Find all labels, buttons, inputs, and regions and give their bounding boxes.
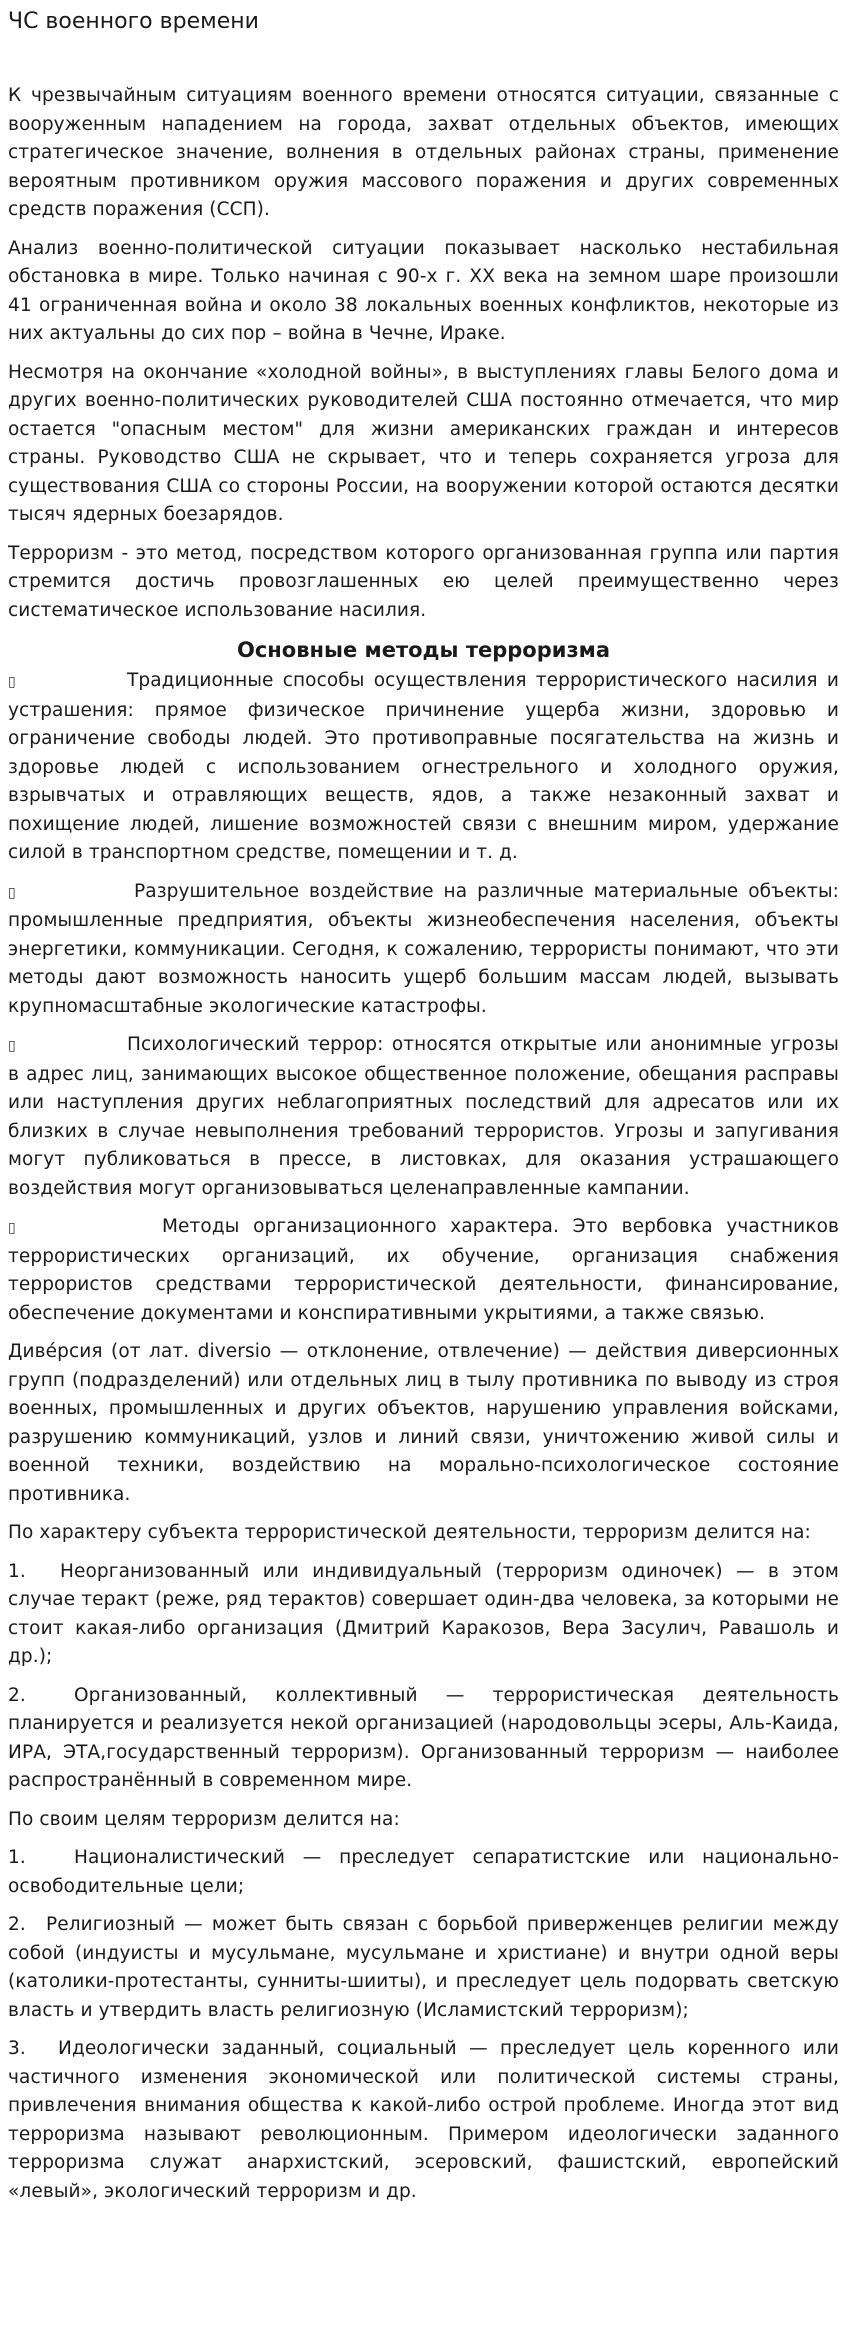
bullet-icon: ▯ [8,674,16,690]
list-number: 2. [8,1684,26,1706]
list-item-text: Религиозный — может быть связан с борьбой приверженцев религии между собой (индуисты и мусульмане, мусульмане и христиане) и внутри одной веры (католики-протестанты, сунниты-шииты), и преследует цель подорвать светскую власть и утвердить власть религиозную (Исламистский терроризм); [8,1914,839,2021]
by-goal-item-2 [8,1911,839,2025]
list-item-text: Организованный, коллективный — террористическая деятельность планируется и реализуется некой организацией (народовольцы эсеры, Аль-Каида, ИРА, ЭТА,государственный терроризм). Организованный терроризм — наиболее распространённый в современном мире. [8,1684,839,1791]
method-text: Традиционные способы осуществления террористического насилия и устрашения: прямое физическое причинение ущерба жизни, здоровью и ограничение свободы людей. Это противоправные посягательства на жизнь и здоровье людей с использованием огнестрельного и холодного оружия, взрывчатых и отравляющих веществ, ядов, а также незаконный захват и похищение людей, лишение возможностей связи с внешним миром, удержание силой в транспортном средстве, помещении и т. д. [8,670,839,863]
list-number: 2. [8,1914,26,1935]
bullet-icon: ▯ [8,884,16,901]
diversion-paragraph: Диве́рсия (от лат. diversio — отклонение, отвлечение) — действия диверсионных групп (подразделений) или отдельных лиц в тылу противника по выводу из строя военных, промышленных и других объектов, нарушению управления войсками, разрушению коммуникаций, узлов и линий связи, уничтожению живой силы и военной техники, воздействию на морально-психологическое состояние противника. [8,1341,839,1505]
method-text: Психологический террор: относятся открытые или анонимные угрозы в адрес лиц, занимающих высокое общественное положение, обещания расправы или наступления других неблагоприятных последствий для адресатов или их близких в случае невыполнения требований террористов. Угрозы и запугивания могут публиковаться в прессе, в листовках, для оказания устрашающего воздействия могут организовываться целенаправленные кампании. [8,1034,839,1199]
page-title: ЧС военного времени [8,9,259,34]
method-item-3 [8,1031,839,1203]
list-number: 3. [8,2038,26,2059]
by-subject-intro: По характеру субъекта террористической деятельности, терроризм делится на: [8,1522,811,1543]
by-subject-item-1 [8,1558,839,1672]
by-goal-intro: По своим целям терроризм делится на: [8,1808,400,1830]
list-item-text: Националистический — преследует сепаратистские или национально-освободительные цели; [8,1847,839,1897]
list-number: 1. [8,1847,26,1868]
bullet-icon: ▯ [8,1220,16,1236]
intro-paragraph-4: Терроризм - это метод, посредством которого организованная группа или партия стремится достичь провозглашенных ею целей преимущественно через систематическое использование насилия. [8,542,839,621]
intro-paragraph-1: К чрезвычайным ситуациям военного времени относятся ситуации, связанные с вооруженным нападением на города, захват отдельных объектов, имеющих стратегическое значение, волнения в отдельных районах страны, применение вероятным противником оружия массового поражения и других современных средств поражения (ССП). [8,85,839,220]
intro-paragraph-2: Анализ военно-политической ситуации показывает насколько нестабильная обстановка в мире. Только начиная с 90-х г. ХХ века на земном шаре произошли 41 ограниченная война и около 38 локальных военных конфликтов, некоторые из них актуальны до сих пор – война в Чечне, Ираке. [8,237,839,344]
list-item-text: Идеологически заданный, социальный — преследует цель коренного или частичного изменения экономической или политической системы страны, привлечения внимания общества к какой-либо острой проблеме. Иногда этот вид терроризма называют революционным. Примером идеологически заданного терроризма служат анархистский, эсеровский, фашистский, европейский «левый», экологический терроризм и др. [8,2038,839,2202]
by-goal-item-1 [8,1844,839,1901]
bullet-icon: ▯ [8,1038,16,1054]
method-text: Разрушительное воздействие на различные материальные объекты: промышленные предприятия, объекты жизнеобеспечения населения, объекты энергетики, коммуникации. Сегодня, к сожалению, террористы понимают, что эти методы дают возможность наносить ущерб большим массам людей, вызывать крупномасштабные экологические катастрофы. [8,880,839,1017]
list-number: 1. [8,1560,26,1582]
section-heading: Основные методы терроризма [236,638,611,662]
method-item-2 [8,878,839,1022]
method-item-1 [8,667,839,868]
by-goal-item-3 [8,2035,839,2206]
method-item-4 [8,1213,839,1328]
list-item-text: Неорганизованный или индивидуальный (терроризм одиночек) — в этом случае теракт (реже, ряд терактов) совершает один-два человека, за которыми не стоит какая-либо организация (Дмитрий Каракозов, Вера Засулич, Равашоль и др.); [8,1560,839,1667]
by-subject-item-2 [8,1682,839,1796]
method-text: Методы организационного характера. Это вербовка участников террористических организаций, их обучение, организация снабжения террористов средствами террористической деятельности, финансирование, обеспечение документами и конспиративными укрытиями, а также связью. [8,1216,839,1324]
intro-paragraph-3: Несмотря на окончание «холодной войны», в выступлениях главы Белого дома и других военно-политических руководителей США постоянно отмечается, что мир остается "опасным местом" для жизни американских граждан и интересов страны. Руководство США не скрывает, что и теперь сохраняется угроза для существования США со стороны России, на вооружении которой остаются десятки тысяч ядерных боезарядов. [8,361,839,525]
